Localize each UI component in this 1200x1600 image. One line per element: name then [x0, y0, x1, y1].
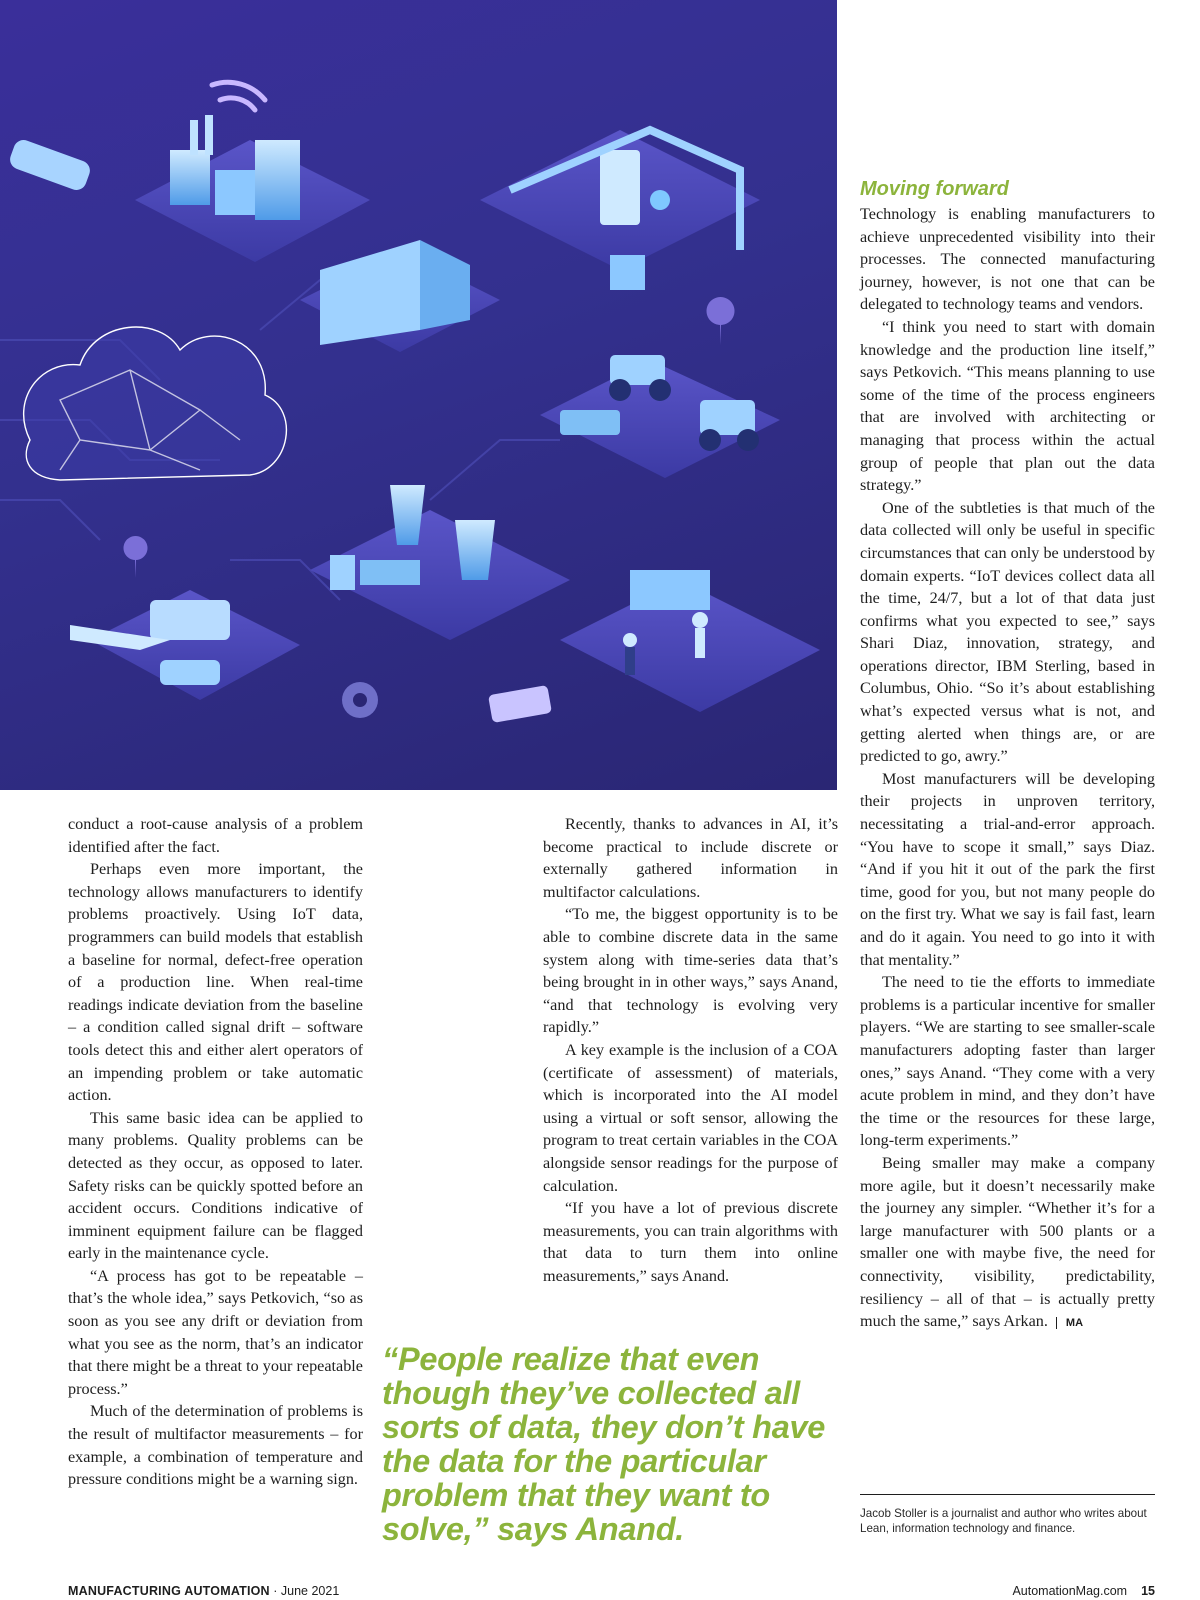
paragraph-final [860, 1152, 1155, 1335]
connected-factory-graphic [0, 0, 837, 790]
page-number: 15 [1141, 1584, 1155, 1598]
paragraph: The need to tie the efforts to immediate problems is a particular incentive for smaller players. “We are starting to see smaller-scale manufacturers adopting faster than larger ones,” says Anand. “They come with a very acute problem in mind, and they don’t have the time or the resources for these large, long-term experiments.” [860, 973, 1155, 1150]
paragraph: Most manufacturers will be developing their projects in unproven territory, necessitating a trial-and-error approach. “You have to scope it small,” says Diaz. “And if you hit it out of the park the first time, good for you, but not many people do on the first try. What we say is fail fast, learn and do it again. You need to go into it with that mentality.” [860, 769, 1155, 969]
paragraph: This same basic idea can be applied to many problems. Quality problems can be detected as they occur, as opposed to later. Safety risks can be quickly spotted before an accident occurs. Conditions indicative of imminent equipment failure can be flagged early in the maintenance cycle. [68, 1108, 363, 1263]
gear-icon [342, 682, 378, 718]
paragraph: Perhaps even more important, the technology allows manufacturers to identify problems proactively. Using IoT data, programmers can build models that establish a baseline for normal, defect-free operation of a production line. When real-time readings indicate deviation from the baseline – a condition called signal drift – software tools detect this and either alert operators of an impending problem or take automatic action. [68, 860, 363, 1105]
footer-left [68, 1584, 339, 1598]
paragraph: “To me, the biggest opportunity is to be able to combine discrete data in the same system along with time-series data that’s being brought in in other ways,” says Anand, “and that technology is evolving very rapidly.” [543, 905, 838, 1037]
tile-factory [135, 115, 370, 262]
smartphone-icon [488, 685, 552, 723]
article-column-middle [543, 813, 838, 1287]
security-camera-icon [7, 137, 92, 193]
paragraph: “A process has got to be repeatable – that’s the whole idea,” says Petkovich, “so as soon as you see any drift or deviation from what you see as the norm, that’s an indicator that there might be a threat to your repeatable process.” [68, 1266, 363, 1398]
paragraph: One of the subtleties is that much of the data collected will only be useful in specific circumstances that can only be understood by domain experts. “IoT devices collect data all the time, 24/7, but a lot of that data just confirms what you expected to see,” says Shari Diaz, innovation, strategy, and operations director, IBM Sterling, based in Columbus, Ohio. “So it’s about establishing what’s expected versus what is not, and getting alerted when things are, or are predicted to go, awry.” [860, 498, 1155, 766]
issue-date: · June 2021 [273, 1584, 340, 1598]
author-bio: Jacob Stoller is a journalist and author who writes about Lean, information technology and finance. [860, 1507, 1147, 1535]
paragraph: conduct a root-cause analysis of a problem identified after the fact. [68, 815, 363, 856]
paragraph: Technology is enabling manufacturers to achieve unprecedented visibility into their processes. The connected manufacturing journey, however, is not one that can be delegated to technology teams and vendors. [860, 205, 1155, 314]
hero-illustration [0, 0, 837, 790]
footer-right [1012, 1584, 1155, 1598]
cloud-mesh [24, 327, 287, 480]
tile-vehicles [540, 355, 780, 478]
magazine-name: MANUFACTURING AUTOMATION [68, 1584, 270, 1598]
paragraph: “I think you need to start with domain knowledge and the production line itself,” says Petkovich. “This means planning to use some of the time of the process engineers that are involved with architecting or managing that process within the actual group of people that plan out the data strategy.” [860, 317, 1155, 495]
pull-quote: “People realize that even though they’ve collected all sorts of data, they don’t have the data for the particular problem that they want to solve,” says Anand. [382, 1341, 826, 1547]
paragraph: A key example is the inclusion of a COA (certificate of assessment) of materials, which is incorporated into the AI model using a virtual or soft sensor, allowing the program to treat certain variables in the COA alongside sensor readings for the purpose of calculation. [543, 1040, 838, 1195]
article-column-right [860, 177, 1155, 1335]
tile-cooling-towers [310, 485, 570, 640]
section-subhead: Moving forward [860, 178, 1009, 200]
tile-laboratory [560, 570, 820, 712]
wifi-icon [212, 82, 265, 110]
tile-dam [300, 240, 500, 352]
tile-transport [70, 590, 300, 700]
website-link[interactable]: AutomationMag.com [1012, 1584, 1128, 1598]
bio-divider [860, 1494, 1155, 1495]
paragraph: “If you have a lot of previous discrete measurements, you can train algorithms with that data to turn them into online measurements,” says Anand. [543, 1199, 838, 1285]
paragraph: Much of the determination of problems is the result of multifactor measurements – for example, a combination of temperature and pressure conditions might be a warning sign. [68, 1402, 363, 1489]
tile-assembly-line [480, 130, 760, 290]
paragraph: Being smaller may make a company more agile, but it doesn’t necessarily make the journey any simpler. “Whether it’s for a large manufacturer with 500 plants or a smaller one with maybe five, the need for connectivity, visibility, predictability, resiliency – all of that – is actually pretty much the same,” says Arkan. [860, 1153, 1155, 1331]
end-mark: MA [1056, 1317, 1083, 1329]
paragraph: Recently, thanks to advances in AI, it’s become practical to include discrete or externally gathered information in multifactor calculations. [543, 815, 838, 901]
article-column-left [68, 813, 363, 1491]
